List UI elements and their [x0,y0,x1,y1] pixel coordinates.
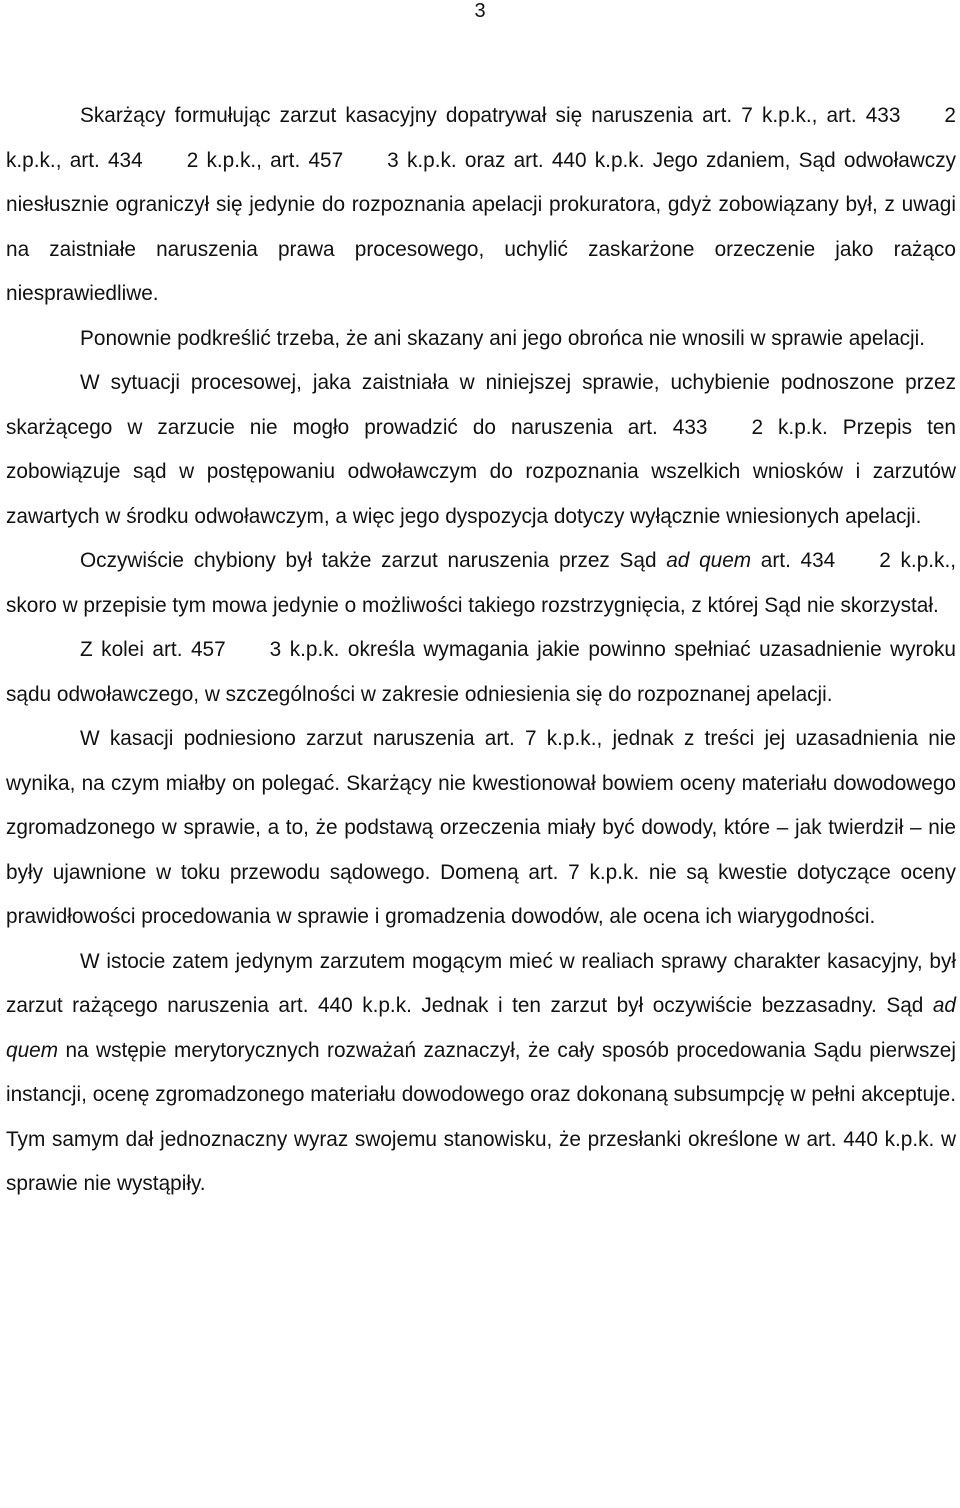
italic-phrase: ad quem [6,994,956,1062]
text-run: 2 k.p.k., art. 457 [186,148,344,172]
text-run: Ponownie podkreślić trzeba, że ani skazany ani jego obrońca nie wnosili w sprawie apelacji. [80,326,926,350]
text-run: 2 k.p.k. Przepis ten zobowiązuje sąd w postępowaniu odwoławczym do rozpoznania wszelkich wniosków i zarzutów zawartych w środku odwoławczym, a więc jego dyspozycja dotyczy wyłącznie wniesionych apelacji. [6,415,956,528]
text-run: Z kolei art. 457 [80,638,226,661]
text-run: Skarżący formułując zarzut kasacyjny dopatrywał się naruszenia art. 7 k.p.k., art. 433 [80,104,901,127]
text-run: W kasacji podniesiono zarzut naruszenia art. 7 k.p.k., jednak z treści jej uzasadnienia nie wynika, na czym miałby on polegać. Skarżący nie kwestionował bowiem oceny materiału dowodowego zgromadzonego w sprawie, a to, że podstawą orzeczenia miały być dowody, które – jak twierdził – nie były ujawnione w toku przewodu sądowego. Domeną art. 7 k.p.k. nie są kwestie dotyczące oceny prawidłowości procedowania w sprawie i gromadzenia dowodów, ale ocena ich wiarygodności. [6,727,956,928]
paragraph [6,539,956,628]
page-number: 3 [474,0,486,22]
paragraph [6,717,956,940]
text-run: na wstępie merytorycznych rozważań zaznaczył, że cały sposób procedowania Sądu pierwszej instancji, ocenę zgromadzonego materiału dowodowego oraz dokonaną subsumpcję w pełni akceptuje. Tym samym dał jednoznaczny wyraz swojemu stanowisku, że przesłanki określone w art. 440 k.p.k. w sprawie nie wystąpiły. [6,1038,956,1195]
text-run: 3 k.p.k. oraz art. 440 k.p.k. Jego zdaniem, Sąd odwoławczy niesłusznie ograniczył się jedynie do rozpoznania apelacji prokuratora, gdyż zobowiązany był, z uwagi na zaistniałe naruszenia prawa procesowego, uchylić zaskarżone orzeczenie jako rażąco niesprawiedliwe. [6,148,957,305]
text-run: art. 434 [751,549,836,572]
text-run: W sytuacji procesowej, jaka zaistniała w niniejszej sprawie, uchybienie podnoszone przez skarżącego w zarzucie nie mogło prowadzić do naruszenia art. 433 [6,371,956,439]
text-run: 2 k.p.k., skoro w przepisie tym mowa jedynie o możliwości takiego rozstrzygnięcia, z której Sąd nie skorzystał. [6,549,956,617]
paragraph [6,940,956,1207]
paragraph [6,628,956,717]
document-body [6,94,956,1207]
text-run: 3 k.p.k. określa wymagania jakie powinno spełniać uzasadnienie wyroku sądu odwoławczego, w szczególności w zakresie odniesienia się do rozpoznanej apelacji. [6,638,956,706]
text-run: 2 k.p.k., art. 434 [6,104,956,172]
text-run: Oczywiście chybiony był także zarzut naruszenia przez Sąd [80,549,667,572]
paragraph [6,94,956,317]
text-run: W istocie zatem jedynym zarzutem mogącym mieć w realiach sprawy charakter kasacyjny, był zarzut rażącego naruszenia art. 440 k.p.k. Jednak i ten zarzut był oczywiście bezzasadny. Sąd [6,949,956,1017]
paragraph [6,361,956,539]
italic-phrase: ad quem [666,549,752,572]
paragraph [6,317,956,362]
